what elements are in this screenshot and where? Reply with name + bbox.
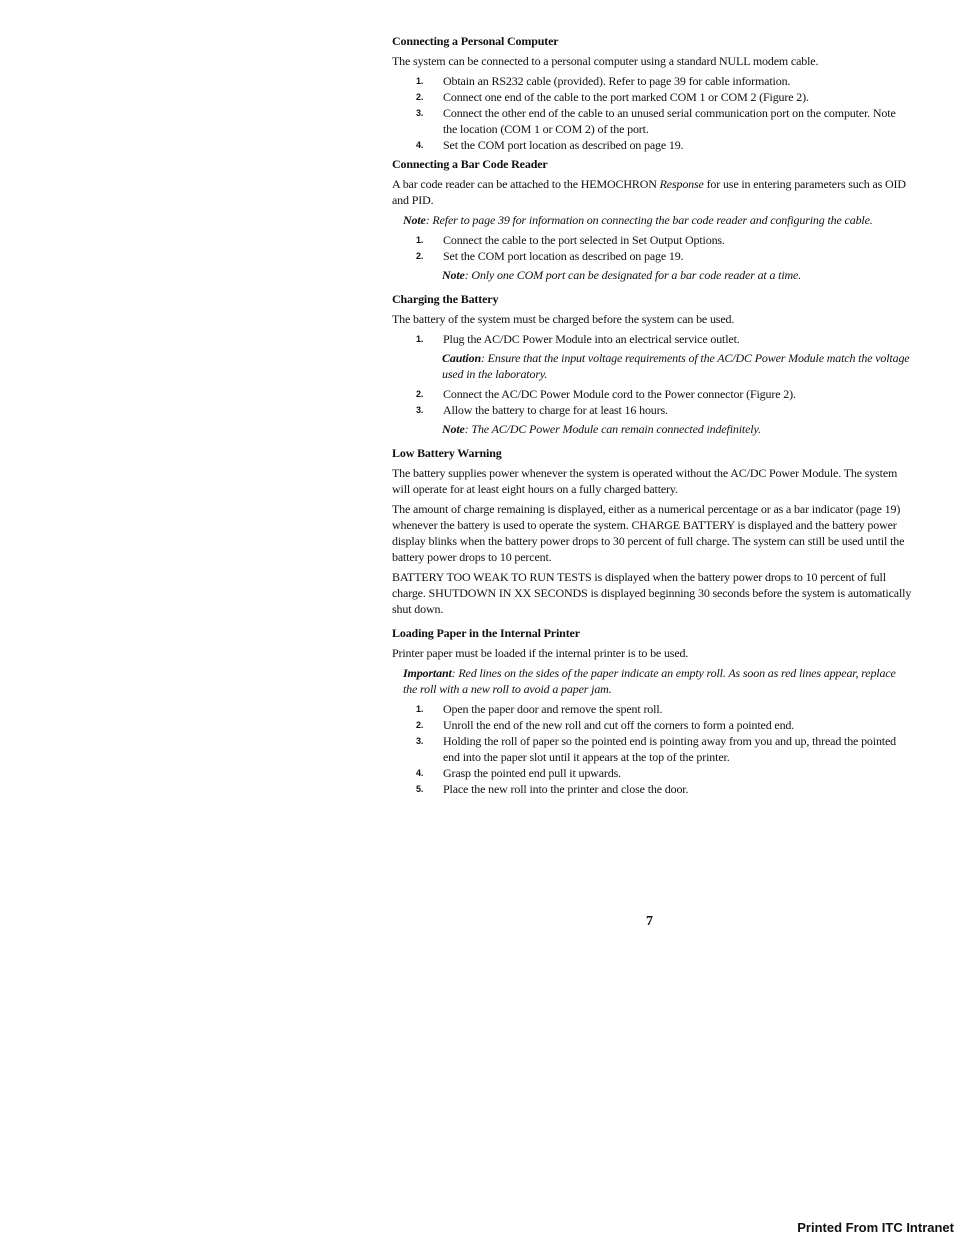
paragraph: A bar code reader can be attached to the HEMOCHRON Response for use in entering parameters such as OID and PID.	[392, 177, 906, 207]
step-text: Connect the other end of the cable to an unused serial communication port on the computer. Note the location (COM 1 or COM 2) of the port.	[443, 106, 896, 136]
list-item	[392, 105, 912, 137]
step-number: 2.	[416, 251, 424, 261]
list-item	[392, 717, 912, 733]
list-item	[392, 701, 912, 717]
step-text: Connect one end of the cable to the port marked COM 1 or COM 2 (Figure 2).	[443, 90, 809, 104]
step-text: Set the COM port location as described on page 19.	[443, 249, 684, 263]
step-list	[392, 232, 912, 264]
step-number: 1.	[416, 235, 424, 245]
list-item	[392, 232, 912, 248]
step-number: 5.	[416, 784, 424, 794]
note: Note: Only one COM port can be designated for a bar code reader at a time.	[442, 268, 802, 282]
list-item	[392, 733, 912, 765]
list-item	[392, 248, 912, 264]
step-list	[392, 701, 912, 797]
step-number: 1.	[416, 334, 424, 344]
print-footer: Printed From ITC Intranet	[797, 1220, 954, 1235]
step-text: Grasp the pointed end pull it upwards.	[443, 766, 621, 780]
step-list	[392, 331, 912, 347]
step-text: Open the paper door and remove the spent roll.	[443, 702, 663, 716]
step-number: 1.	[416, 76, 424, 86]
heading-charging-battery: Charging the Battery	[392, 292, 499, 306]
list-item	[392, 386, 912, 402]
paragraph: Printer paper must be loaded if the internal printer is to be used.	[392, 646, 689, 660]
paragraph: The system can be connected to a personal computer using a standard NULL modem cable.	[392, 54, 819, 68]
heading-low-battery-warning: Low Battery Warning	[392, 446, 502, 460]
step-text: Connect the AC/DC Power Module cord to the Power connector (Figure 2).	[443, 387, 796, 401]
list-item	[392, 89, 912, 105]
list-item	[392, 137, 912, 153]
page-number: 7	[646, 914, 653, 929]
step-number: 3.	[416, 405, 424, 415]
step-text: Place the new roll into the printer and close the door.	[443, 782, 689, 796]
step-number: 3.	[416, 108, 424, 118]
step-number: 4.	[416, 140, 424, 150]
list-item	[392, 73, 912, 89]
step-text: Allow the battery to charge for at least 16 hours.	[443, 403, 668, 417]
step-text: Plug the AC/DC Power Module into an electrical service outlet.	[443, 332, 740, 346]
paragraph: BATTERY TOO WEAK TO RUN TESTS is displayed when the battery power drops to 10 percent of full charge. SHUTDOWN IN XX SECONDS is displayed beginning 30 seconds before the system is automatically shut down.	[392, 570, 912, 616]
step-text: Holding the roll of paper so the pointed end is pointing away from you and up, thread the pointed end into the paper slot until it appears at the top of the printer.	[443, 734, 897, 764]
step-number: 1.	[416, 704, 424, 714]
heading-bar-code-reader: Connecting a Bar Code Reader	[392, 157, 548, 171]
step-text: Unroll the end of the new roll and cut off the corners to form a pointed end.	[443, 718, 795, 732]
heading-loading-paper: Loading Paper in the Internal Printer	[392, 626, 580, 640]
note: Note: The AC/DC Power Module can remain connected indefinitely.	[442, 422, 761, 436]
list-item	[392, 402, 912, 418]
step-number: 3.	[416, 736, 424, 746]
step-number: 2.	[416, 92, 424, 102]
step-number: 2.	[416, 389, 424, 399]
note: Note: Refer to page 39 for information on connecting the bar code reader and configuring the cable.	[403, 213, 873, 227]
list-item	[392, 781, 912, 797]
heading-connecting-pc: Connecting a Personal Computer	[392, 34, 559, 48]
step-number: 2.	[416, 720, 424, 730]
step-text: Obtain an RS232 cable (provided). Refer to page 39 for cable information.	[443, 74, 791, 88]
important-note: Important: Red lines on the sides of the paper indicate an empty roll. As soon as red lines appear, replace the roll with a new roll to avoid a paper jam.	[403, 666, 896, 696]
list-item	[392, 331, 912, 347]
step-list	[392, 386, 912, 418]
page-content	[392, 33, 912, 797]
list-item	[392, 765, 912, 781]
caution: Caution: Ensure that the input voltage requirements of the AC/DC Power Module match the voltage used in the laboratory.	[442, 351, 910, 381]
step-text: Set the COM port location as described on page 19.	[443, 138, 684, 152]
paragraph: The battery of the system must be charged before the system can be used.	[392, 312, 735, 326]
step-text: Connect the cable to the port selected in Set Output Options.	[443, 233, 725, 247]
step-number: 4.	[416, 768, 424, 778]
step-list	[392, 73, 912, 153]
paragraph: The battery supplies power whenever the system is operated without the AC/DC Power Module. The system will operate for at least eight hours on a fully charged battery.	[392, 466, 898, 496]
paragraph: The amount of charge remaining is displayed, either as a numerical percentage or as a bar indicator (page 19) whenever the battery is used to operate the system. CHARGE BATTERY is displayed and the battery power display blinks when the battery power drops to 30 percent of full charge. The system can still be used until the battery power drops to 10 percent.	[392, 502, 905, 564]
